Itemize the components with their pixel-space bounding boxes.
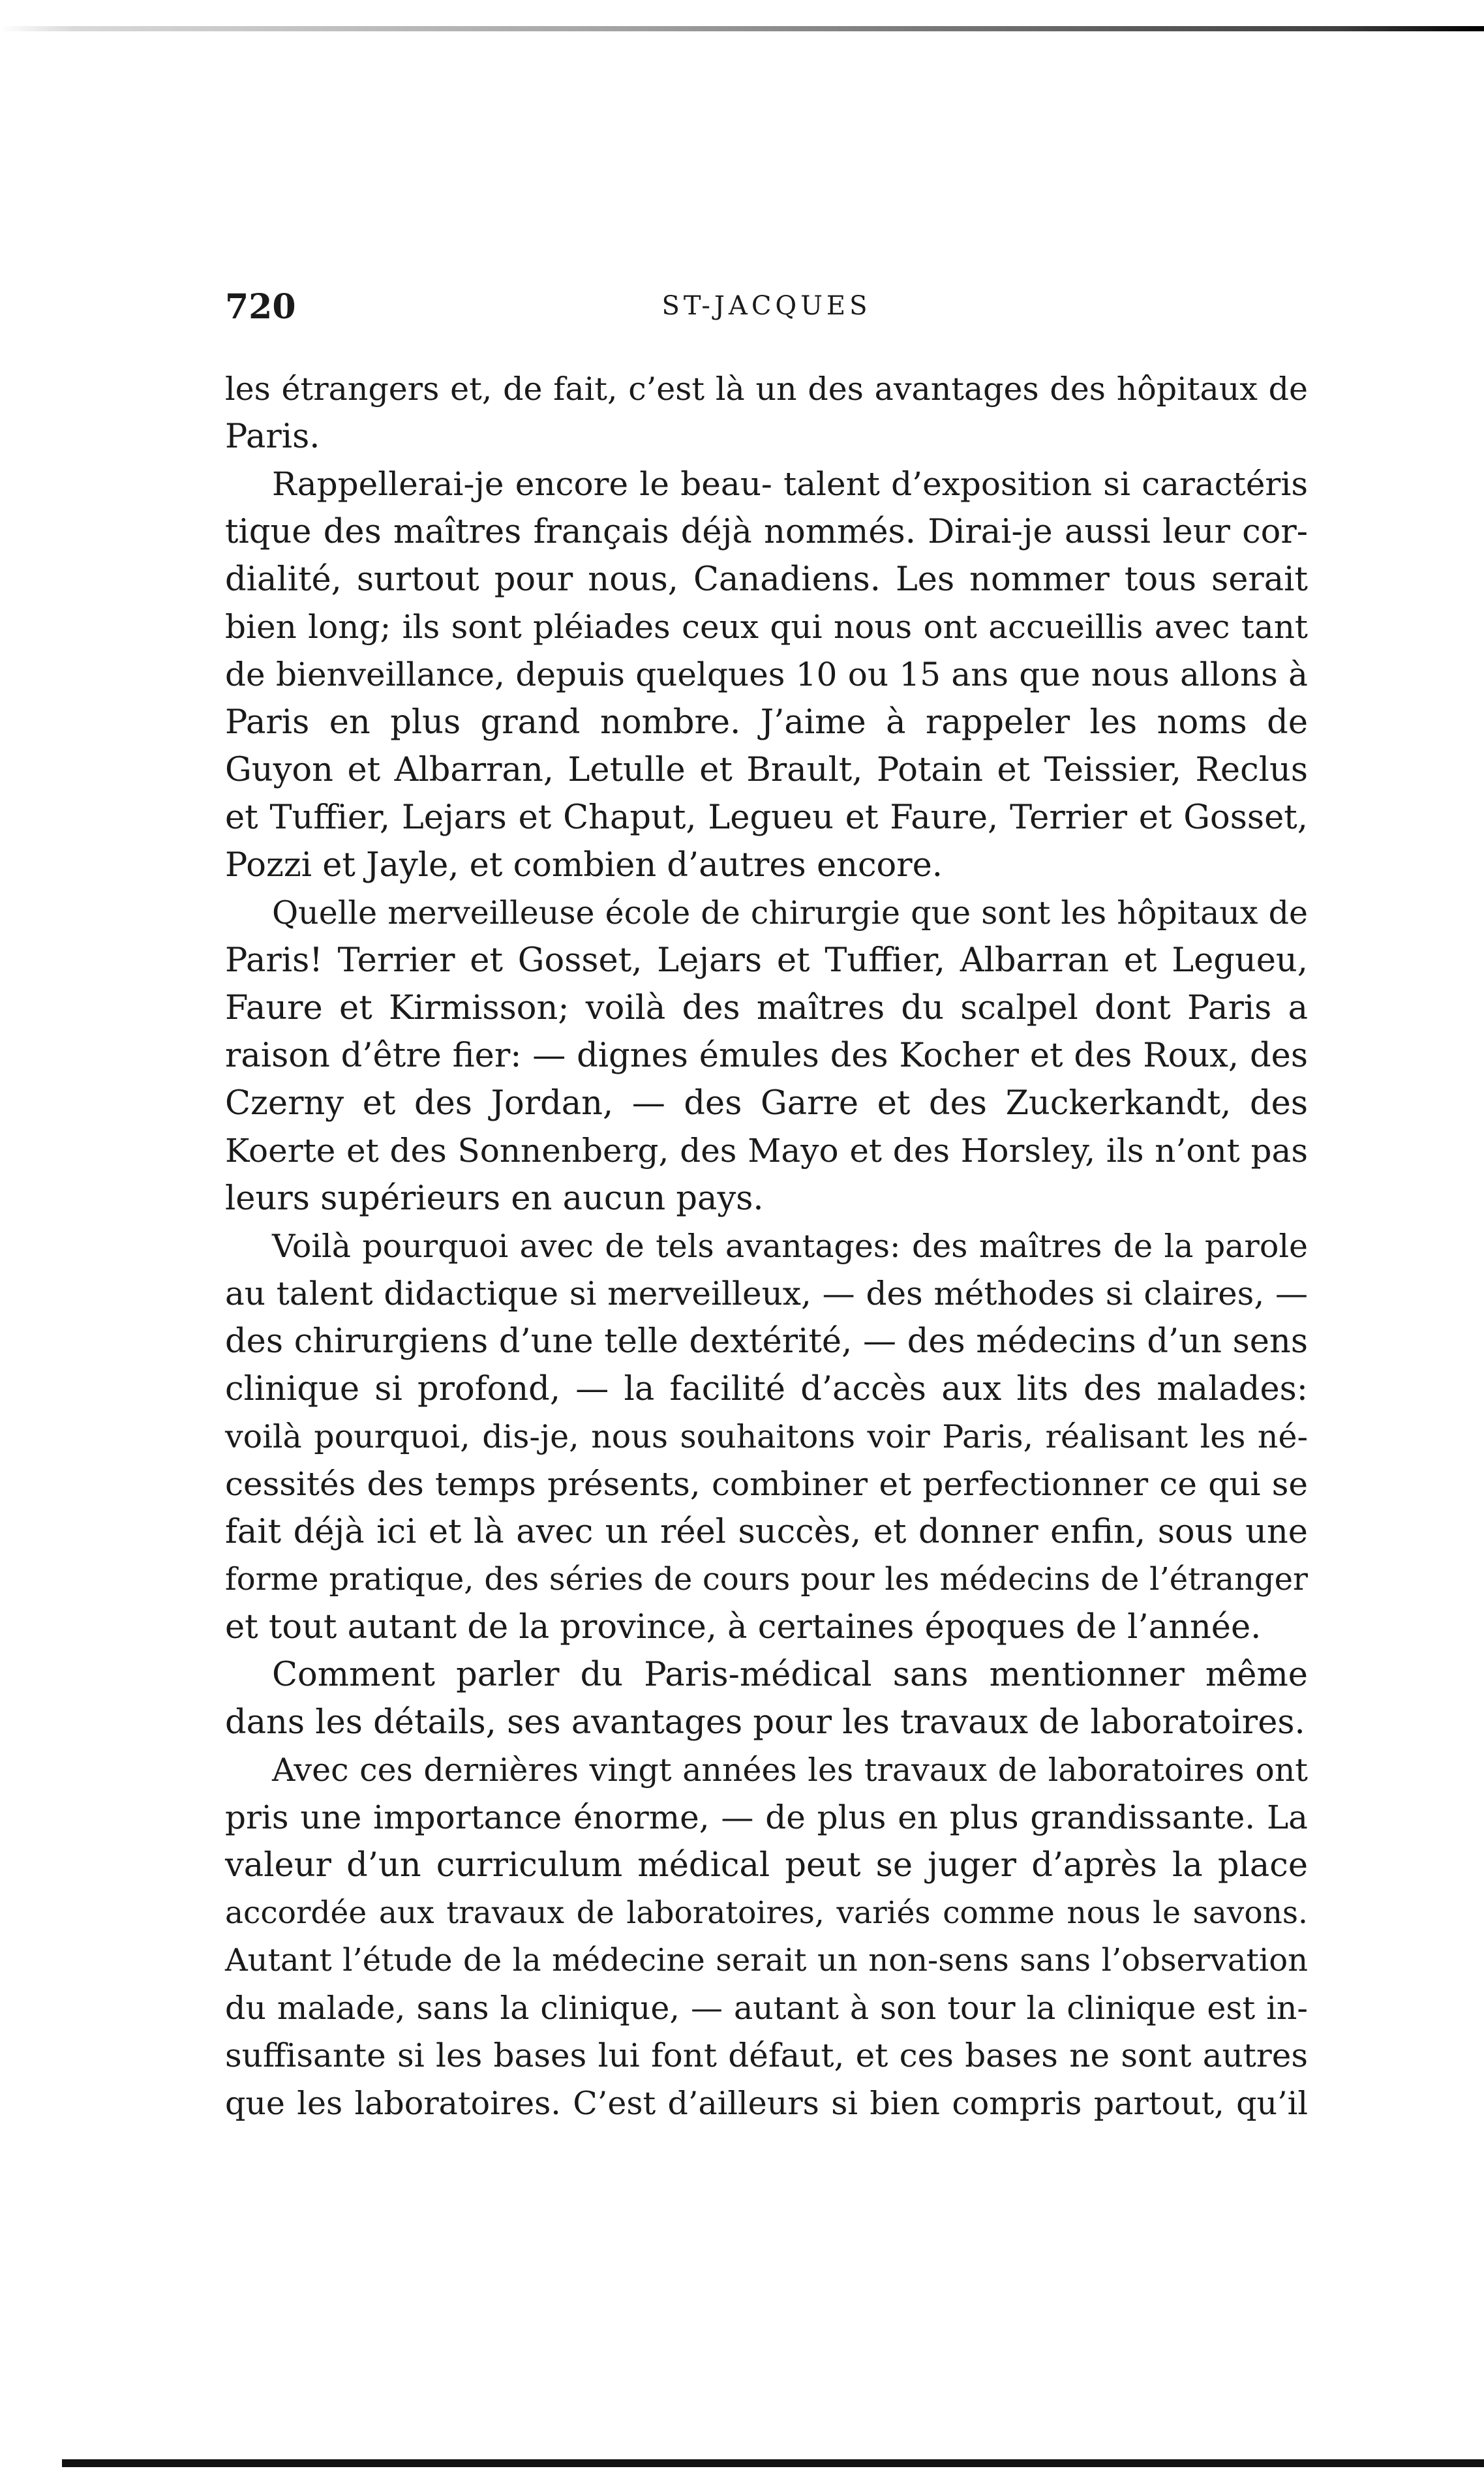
text-line: les étrangers et, de fait, c’est là un des avantages des hôpitaux de bbox=[225, 371, 1308, 408]
text-line: Voilà pourquoi avec de tels avantages: des maîtres de la parole bbox=[272, 1228, 1308, 1265]
text-line: Faure et Kirmisson; voilà des maîtres du scalpel dont Paris a bbox=[225, 989, 1308, 1027]
text-line: dialité, surtout pour nous, Canadiens. Les nommer tous serait bbox=[225, 560, 1308, 599]
text-line: valeur d’un curriculum médical peut se juger d’après la place bbox=[225, 1846, 1308, 1885]
text-line: au talent didactique si merveilleux, — des méthodes si claires, — bbox=[225, 1275, 1308, 1312]
text-line: Koerte et des Sonnenberg, des Mayo et des Horsley, ils n’ont pas bbox=[225, 1132, 1308, 1170]
text-line: et tout autant de la province, à certaines époques de l’année. bbox=[225, 1608, 1262, 1646]
text-line: voilà pourquoi, dis-je, nous souhaitons voir Paris, réalisant les né- bbox=[225, 1418, 1308, 1455]
text-line: dans les détails, ses avantages pour les travaux de laboratoires. bbox=[225, 1703, 1305, 1742]
text-line: et Tuffier, Lejars et Chaput, Legueu et Faure, Terrier et Gosset, bbox=[225, 798, 1308, 837]
bottom-rule bbox=[62, 2459, 1484, 2467]
text-line: Comment parler du Paris-médical sans mentionner même bbox=[272, 1656, 1308, 1694]
text-line: Guyon et Albarran, Letulle et Brault, Potain et Teissier, Reclus bbox=[225, 751, 1308, 789]
text-line: des chirurgiens d’une telle dextérité, — des médecins d’un sens bbox=[225, 1322, 1308, 1361]
text-line: fait déjà ici et là avec un réel succès, et donner enfin, sous une bbox=[225, 1513, 1308, 1551]
text-line: Quelle merveilleuse école de chirurgie que sont les hôpitaux de bbox=[272, 894, 1308, 932]
text-line: Paris. bbox=[225, 417, 320, 456]
text-line: Czerny et des Jordan, — des Garre et des Zuckerkandt, des bbox=[225, 1084, 1308, 1123]
page-number: 720 bbox=[225, 287, 296, 327]
text-line: du malade, sans la clinique, — autant à son tour la clinique est in- bbox=[225, 1990, 1308, 2027]
text-line: leurs supérieurs en aucun pays. bbox=[225, 1179, 764, 1218]
top-rule bbox=[0, 26, 1484, 31]
text-line: raison d’être fier: — dignes émules des Kocher et des Roux, des bbox=[225, 1037, 1308, 1075]
text-line: Autant l’étude de la médecine serait un non-sens sans l’observation bbox=[225, 1942, 1308, 1979]
text-line: Paris en plus grand nombre. J’aime à rappeler les noms de bbox=[225, 703, 1308, 742]
text-line: de bienveillance, depuis quelques 10 ou 15 ans que nous allons à bbox=[225, 656, 1308, 693]
text-line: Pozzi et Jayle, et combien d’autres encore. bbox=[225, 846, 943, 885]
text-line: Rappellerai-je encore le beau- talent d’exposition si caractéris bbox=[272, 465, 1308, 503]
text-line: Avec ces dernières vingt années les travaux de laboratoires ont bbox=[272, 1752, 1308, 1789]
text-line: pris une importance énorme, — de plus en plus grandissante. La bbox=[225, 1798, 1308, 1836]
text-line: accordée aux travaux de laboratoires, variés comme nous le savons. bbox=[225, 1895, 1308, 1931]
text-line: clinique si profond, — la facilité d’accès aux lits des malades: bbox=[225, 1370, 1308, 1408]
text-line: bien long; ils sont pléiades ceux qui nous ont accueillis avec tant bbox=[225, 608, 1308, 646]
text-line: tique des maîtres français déjà nommés. Dirai-je aussi leur cor- bbox=[225, 513, 1308, 551]
body-text bbox=[225, 365, 1308, 2127]
text-line: forme pratique, des séries de cours pour les médecins de l’étranger bbox=[225, 1561, 1308, 1598]
text-line: Paris! Terrier et Gosset, Lejars et Tuffier, Albarran et Legueu, bbox=[225, 941, 1308, 980]
text-line: cessités des temps présents, combiner et perfectionner ce qui se bbox=[225, 1465, 1308, 1503]
text-line: que les laboratoires. C’est d’ailleurs si bien compris partout, qu’il bbox=[225, 2085, 1308, 2122]
text-line: suffisante si les bases lui font défaut, et ces bases ne sont autres bbox=[225, 2037, 1308, 2074]
running-head: ST-JACQUES bbox=[661, 291, 871, 321]
page-header bbox=[225, 287, 1308, 333]
